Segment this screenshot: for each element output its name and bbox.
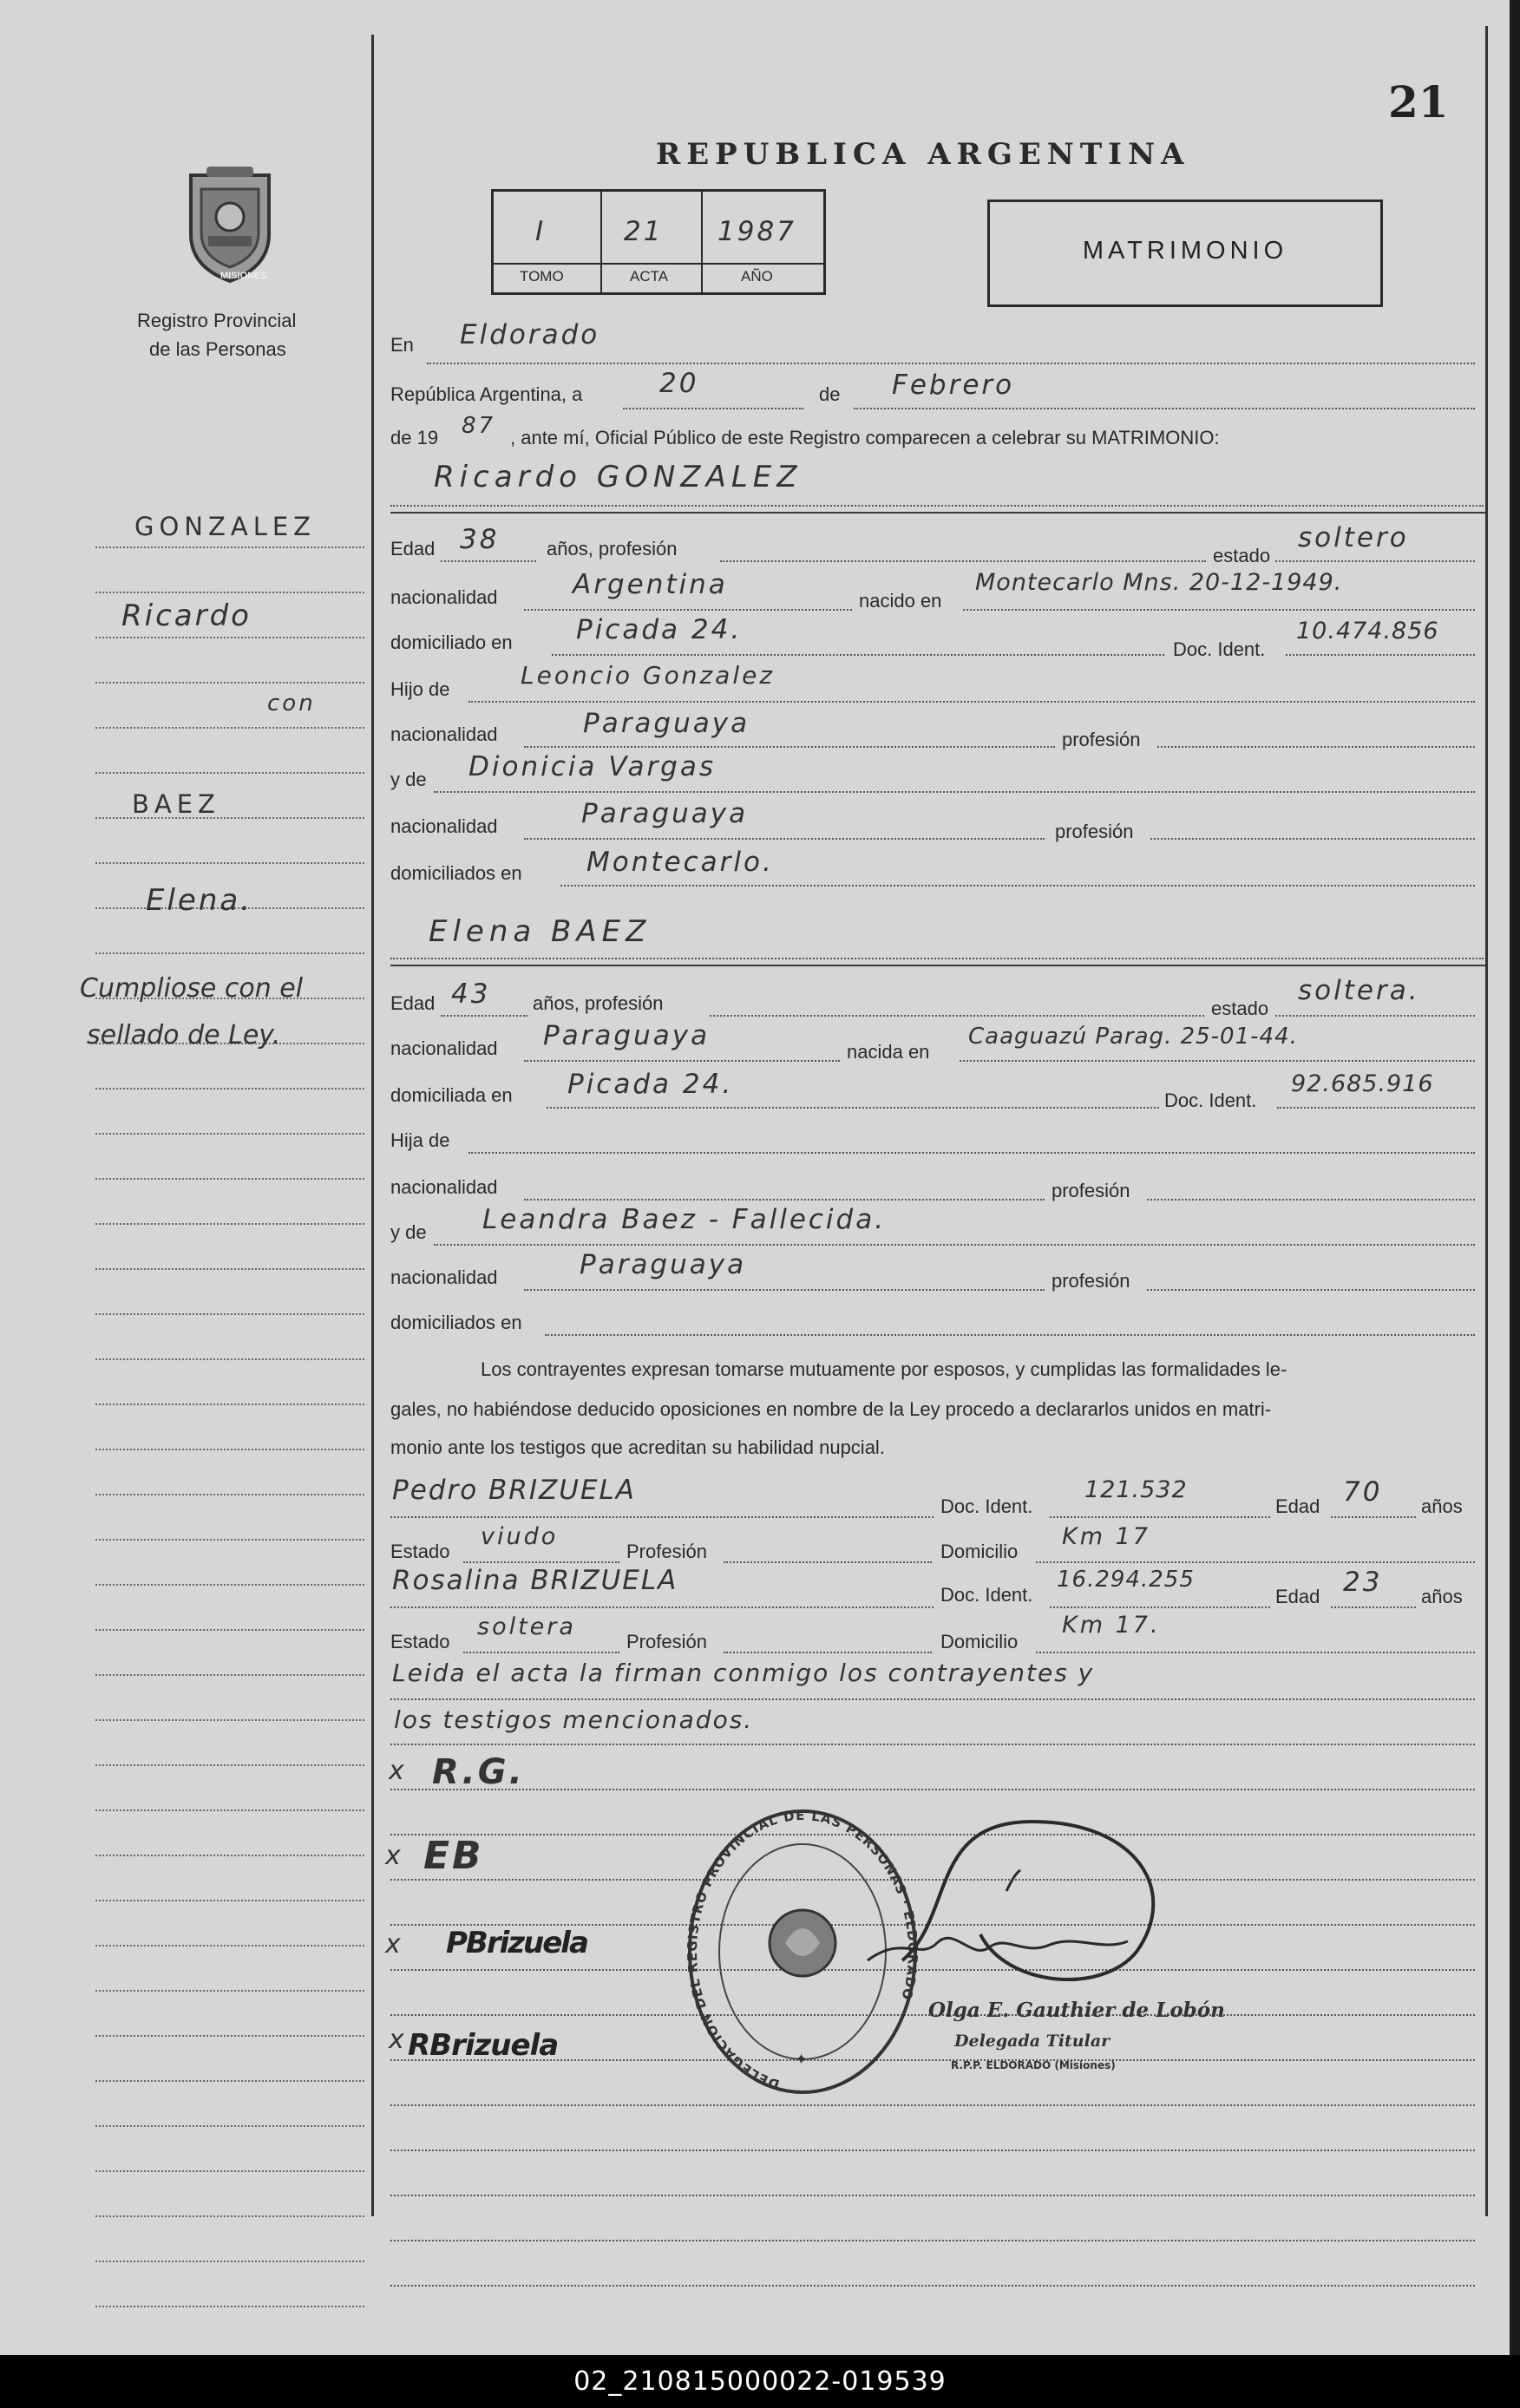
groom-anos-label: años, profesión (547, 538, 678, 559)
bride-doc-label: Doc. Ident. (1164, 1089, 1257, 1111)
bride-domicile: Picada 24. (567, 1069, 734, 1100)
svg-text:✦: ✦ (795, 2051, 809, 2069)
official-office: R.P.P. ELDORADO (Misiones) (951, 2059, 1116, 2071)
witness1-anos-label: años (1421, 1495, 1463, 1517)
official-name: Olga E. Gauthier de Lobón (928, 1999, 1225, 2022)
intro-statement: , ante mí, Oficial Público de este Registro comparecen a celebrar su MATRIMONIO: (510, 427, 1220, 448)
declaration-line3: monio ante los testigos que acreditan su habilidad nupcial. (390, 1436, 885, 1458)
witness2-prof-label: Profesión (626, 1631, 707, 1652)
groom-nationality: Argentina (573, 569, 728, 600)
witness2-edad-label: Edad (1275, 1586, 1320, 1607)
anio-value: 1987 (717, 216, 796, 247)
signature-groom: R.G. (432, 1752, 525, 1792)
closing-line1: Leida el acta la firman conmigo los contrayentes y (392, 1659, 1095, 1687)
acta-label: ACTA (630, 268, 669, 285)
groom-father-prof-label: profesión (1062, 729, 1141, 750)
groom-age: 38 (460, 524, 500, 555)
declaration-line1: Los contrayentes expresan tomarse mutuamente por esposos, y cumplidas las formalidades le- (481, 1358, 1287, 1380)
bride-nacida-label: nacida en (847, 1041, 930, 1063)
groom-father-nat-label: nacionalidad (390, 723, 498, 745)
bride-father-nat-label: nacionalidad (390, 1176, 498, 1198)
bride-mother-prof-label: profesión (1052, 1270, 1130, 1292)
witness1-edad-label: Edad (1275, 1495, 1320, 1517)
margin-groom-first: Ricardo (121, 599, 252, 633)
groom-mother: Dionicia Vargas (468, 751, 717, 782)
groom-estado-label: estado (1213, 545, 1271, 566)
groom-parents-dom-label: domiciliados en (390, 862, 522, 884)
witness1-prof-label: Profesión (626, 1541, 707, 1562)
intro-month: Febrero (892, 370, 1015, 401)
witness2-age: 23 (1343, 1567, 1383, 1598)
witness1-doc: 121.532 (1084, 1476, 1188, 1503)
groom-mother-nat: Paraguaya (581, 798, 749, 829)
groom-nacido-label: nacido en (859, 590, 942, 612)
witness2-estado-label: Estado (390, 1631, 450, 1652)
bride-nac-label: nacionalidad (390, 1037, 498, 1059)
intro-place: Eldorado (460, 319, 600, 350)
en-label: En (390, 334, 414, 356)
witness1-dom-label: Domicilio (940, 1541, 1019, 1562)
groom-father: Leoncio Gonzalez (521, 661, 776, 690)
bride-mother-nat-label: nacionalidad (390, 1266, 498, 1288)
record-type: MATRIMONIO (1082, 237, 1288, 265)
bride-nationality: Paraguaya (543, 1020, 711, 1051)
groom-edad-label: Edad (390, 538, 436, 559)
margin-divider (371, 35, 374, 2216)
bride-mother-nat: Paraguaya (580, 1249, 747, 1280)
bride-name: Elena BAEZ (429, 914, 652, 949)
de-label: de (819, 383, 841, 405)
witness2-doc: 16.294.255 (1057, 1567, 1195, 1593)
signature-bride: EB (423, 1834, 484, 1878)
groom-domicile: Picada 24. (576, 614, 743, 645)
bride-estado: soltera. (1298, 975, 1420, 1006)
witness1-domicile: Km 17 (1062, 1523, 1150, 1550)
groom-hijo-label: Hijo de (390, 678, 450, 700)
official-role: Delegada Titular (954, 2032, 1111, 2051)
witness2-name: Rosalina BRIZUELA (392, 1565, 678, 1596)
official-signature-icon (850, 1787, 1197, 1986)
groom-parents-domicile: Montecarlo. (586, 847, 774, 878)
bride-age: 43 (451, 978, 491, 1010)
bride-mother: Leandra Baez - Fallecida. (482, 1204, 887, 1235)
witness1-name: Pedro BRIZUELA (392, 1475, 636, 1506)
groom-yde-label: y de (390, 769, 427, 790)
margin-bride-surname: BAEZ (132, 789, 220, 819)
record-number-box (491, 189, 826, 295)
tomo-label: TOMO (520, 268, 564, 285)
tomo-value: I (535, 216, 547, 247)
record-type-box (987, 200, 1383, 307)
bride-edad-label: Edad (390, 992, 436, 1014)
groom-estado: soltero (1298, 522, 1409, 553)
intro-year: 87 (462, 413, 496, 439)
closing-line2: los testigos mencionados. (394, 1705, 754, 1734)
acta-value: 21 (624, 216, 664, 247)
groom-mother-prof-label: profesión (1055, 821, 1134, 842)
year-prefix: de 19 (390, 427, 439, 448)
groom-doc-label: Doc. Ident. (1173, 638, 1266, 660)
bride-estado-label: estado (1211, 998, 1269, 1019)
witness1-estado-label: Estado (390, 1541, 450, 1562)
signature-mark-1: x (389, 1756, 404, 1786)
groom-nac-label: nacionalidad (390, 586, 498, 608)
signature-witness1: PBrizuela (446, 1926, 587, 1960)
groom-father-nat: Paraguaya (583, 708, 750, 739)
stamp-text: DELEGACION DEL REGISTRO PROVINCIAL DE LAS PERSONAS · ELDORADO (685, 1807, 920, 2093)
bride-anos-label: años, profesión (533, 992, 664, 1014)
anio-label: AÑO (741, 268, 773, 285)
margin-conjunction: con (267, 690, 316, 717)
registry-name-line1: Registro Provincial (137, 310, 297, 331)
declaration-line2: gales, no habiéndose deducido oposiciones en nombre de la Ley procedo a declararlos unidos en matri- (390, 1398, 1272, 1420)
intro-day: 20 (659, 368, 699, 399)
margin-groom-surname: GONZALEZ (134, 512, 317, 541)
registry-crest-icon (182, 165, 278, 286)
margin-bride-first: Elena. (146, 883, 253, 918)
witness1-estado: viudo (481, 1523, 559, 1550)
bride-dom-label: domiciliada en (390, 1084, 513, 1106)
groom-mother-nat-label: nacionalidad (390, 815, 498, 837)
bride-birthplace: Caaguazú Parag. 25-01-44. (968, 1024, 1298, 1050)
witness2-anos-label: años (1421, 1586, 1463, 1607)
bride-hija-label: Hija de (390, 1129, 450, 1151)
witness1-doc-label: Doc. Ident. (940, 1495, 1033, 1517)
crest-label: MISIONES (220, 271, 267, 281)
groom-name: Ricardo GONZALEZ (434, 460, 803, 494)
bride-yde-label: y de (390, 1221, 427, 1243)
footer-caption: 02_210815000022-019539 (0, 2355, 1520, 2408)
page-number: 21 (1388, 76, 1449, 128)
bride-parents-dom-label: domiciliados en (390, 1312, 522, 1333)
witness2-doc-label: Doc. Ident. (940, 1584, 1033, 1606)
groom-dom-label: domiciliado en (390, 631, 513, 653)
witness1-age: 70 (1343, 1476, 1383, 1508)
signature-witness2: RBrizuela (408, 2028, 559, 2063)
witness2-estado: soltera (477, 1613, 576, 1640)
right-border (1485, 26, 1488, 2216)
groom-doc: 10.474.856 (1296, 618, 1439, 645)
bride-doc: 92.685.916 (1291, 1070, 1434, 1097)
signature-mark-4: x (389, 2025, 404, 2055)
country-title: REPUBLICA ARGENTINA (656, 137, 1190, 172)
margin-note-line2: sellado de Ley. (87, 1020, 281, 1050)
signature-mark-3: x (385, 1929, 401, 1960)
registry-name-line2: de las Personas (149, 338, 286, 360)
groom-birthplace: Montecarlo Mns. 20-12-1949. (975, 569, 1343, 596)
witness2-domicile: Km 17. (1062, 1612, 1161, 1639)
bride-father-prof-label: profesión (1052, 1180, 1130, 1201)
margin-note-line1: Cumpliose con el (80, 973, 304, 1004)
republica-label: República Argentina, a (390, 383, 583, 405)
signature-mark-2: x (385, 1841, 401, 1871)
witness2-dom-label: Domicilio (940, 1631, 1019, 1652)
